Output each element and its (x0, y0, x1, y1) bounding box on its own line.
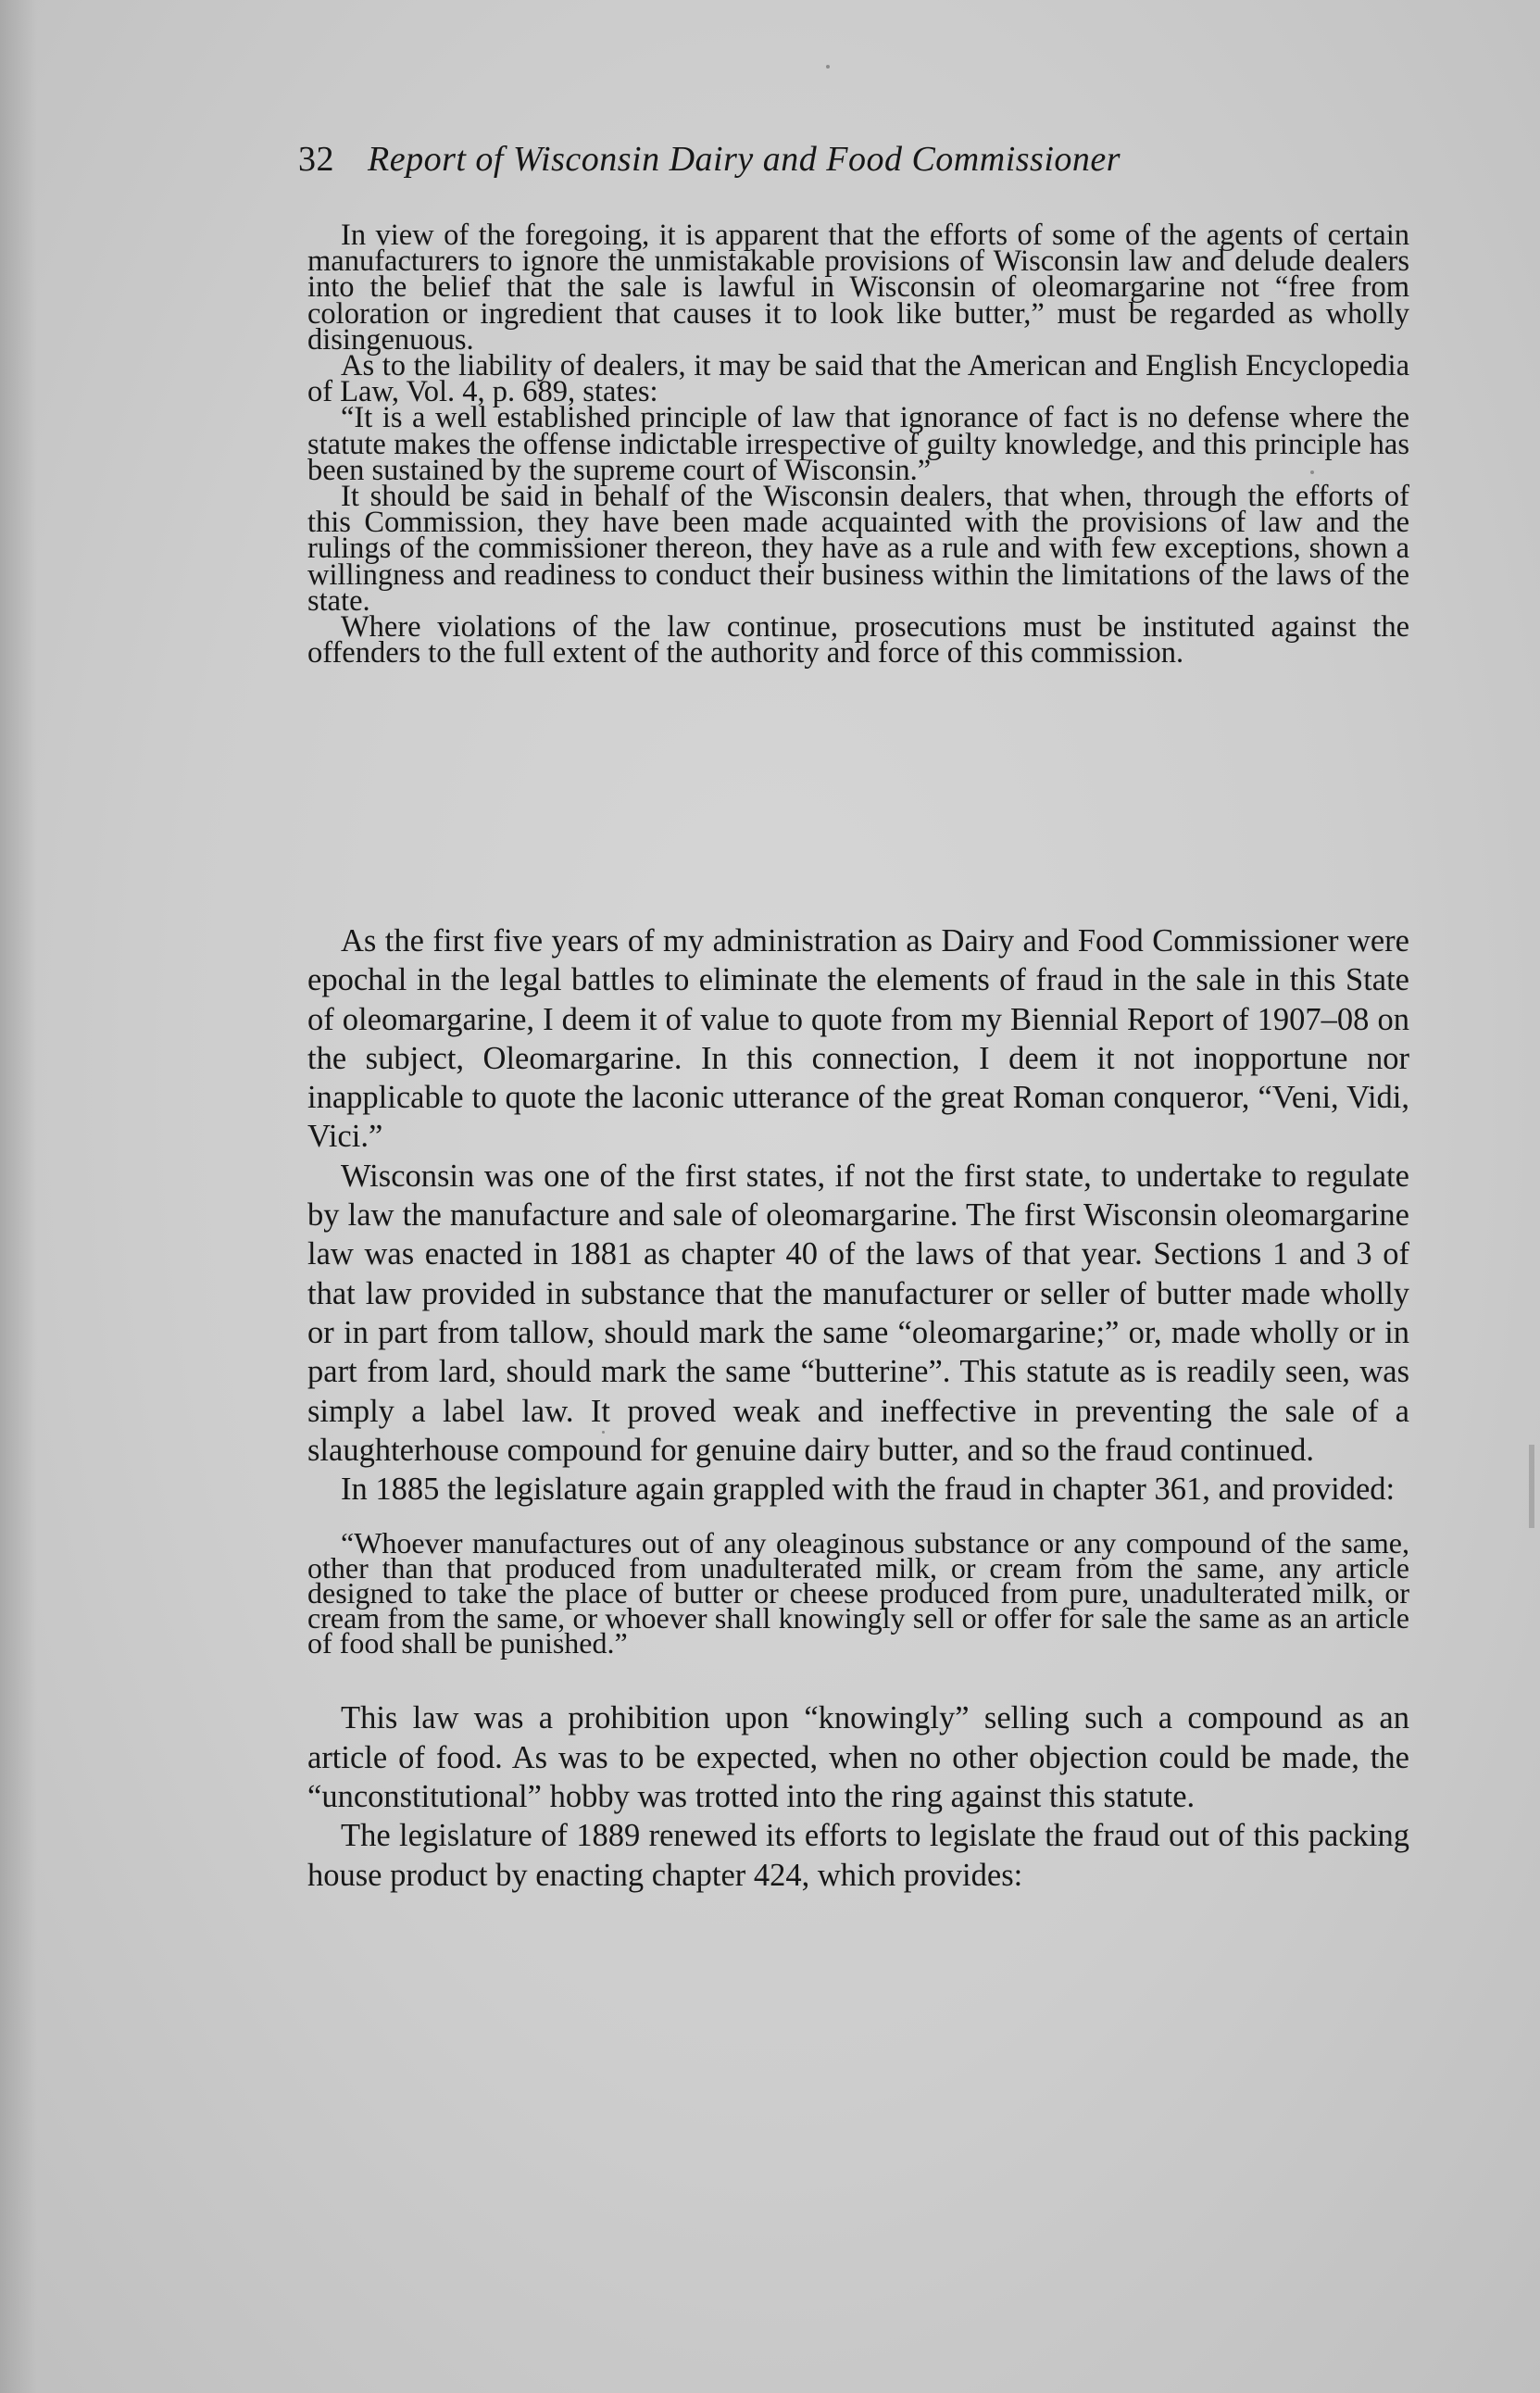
running-head-title: Report of Wisconsin Dairy and Food Commissioner (368, 140, 1121, 179)
scan-artifact (1529, 1445, 1534, 1528)
page-edge-shadow (0, 0, 37, 2393)
paragraph: The legislature of 1889 renewed its efforts to legislate the fraud out of this packing house product by enacting chapter 424, which provides: (307, 1818, 1409, 1893)
paragraph: Wisconsin was one of the first states, if not the first state, to undertake to regulate by law the manufacture and sale of oleomargarine. The first Wisconsin oleomargarine law was enacted in 1881 as chapter 40 of the laws of that year. Sections 1 and 3 of that law provided in substance that the manufacturer or seller of butter made wholly or in part from tallow, should mark the same “oleomargarine;” or, made wholly or in part from lard, should mark the same “butterine”. This statute as is readily seen, was simply a label law. It proved weak and ineffective in preventing the sale of a slaughterhouse compound for genuine dairy butter, and so the fraud continued. (307, 1158, 1409, 1468)
paragraph: Where violations of the law continue, prosecutions must be instituted against the offenders to the full extent of the authority and force of this commission. (307, 610, 1409, 670)
paragraph: As to the liability of dealers, it may be said that the American and English Encyclopedia of Law, Vol. 4, p. 689, states: (307, 349, 1409, 409)
paragraph: In 1885 the legislature again grappled with the fraud in chapter 361, and provided: (341, 1472, 1396, 1508)
paragraph: This law was a prohibition upon “knowingly” selling such a compound as an article of food. As was to be expected, when no other objection could be made, the “unconstitutional” hobby was trotted into the ring against this statute. (307, 1700, 1409, 1815)
quoted-paragraph: “It is a well established principle of law that ignorance of fact is no defense where the statute makes the offense indictable irrespective of guilty knowledge, and this principle has been sustained by the supreme court of Wisconsin.” (307, 401, 1409, 487)
page-number: 32 (298, 140, 334, 179)
block-quote: “Whoever manufactures out of any oleaginous substance or any compound of the same, other than that produced from unadulterated milk, or cream from the same, any article designed to take the place of butter or cheese produced from pure, unadulterated milk, or cream from the same, or whoever shall knowingly sell or offer for sale the same as an article of food shall be punished.” (307, 1526, 1409, 1660)
running-head (298, 139, 1121, 180)
section-2-text (307, 921, 1409, 1895)
paragraph: As the first five years of my administration as Dairy and Food Commissioner were epochal in the legal battles to eliminate the elements of fraud in the sale in this State of oleomargarine, I deem it of value to quote from my Biennial Report of 1907–08 on the subject, Oleomargarine. In this connection, I deem it not inopportune nor inapplicable to quote the laconic utterance of the great Roman conqueror, “Veni, Vidi, Vici.” (307, 923, 1409, 1155)
paragraph: In view of the foregoing, it is apparent that the efforts of some of the agents of certain manufacturers to ignore the unmistakable provisions of Wisconsin law and delude dealers into the belief that the sale is lawful in Wisconsin of oleomargarine not “free from coloration or ingredient that causes it to look like butter,” must be regarded as wholly disingenuous. (307, 219, 1409, 357)
scan-speck (826, 65, 830, 69)
section-1-text (307, 219, 1409, 670)
paragraph: It should be said in behalf of the Wisconsin dealers, that when, through the efforts of this Commission, they have been made acquainted with the provisions of law and the rulings of the commissioner thereon, they have as a rule and with few exceptions, shown a willingness and readiness to conduct their business within the limitations of the laws of the state. (307, 480, 1409, 618)
